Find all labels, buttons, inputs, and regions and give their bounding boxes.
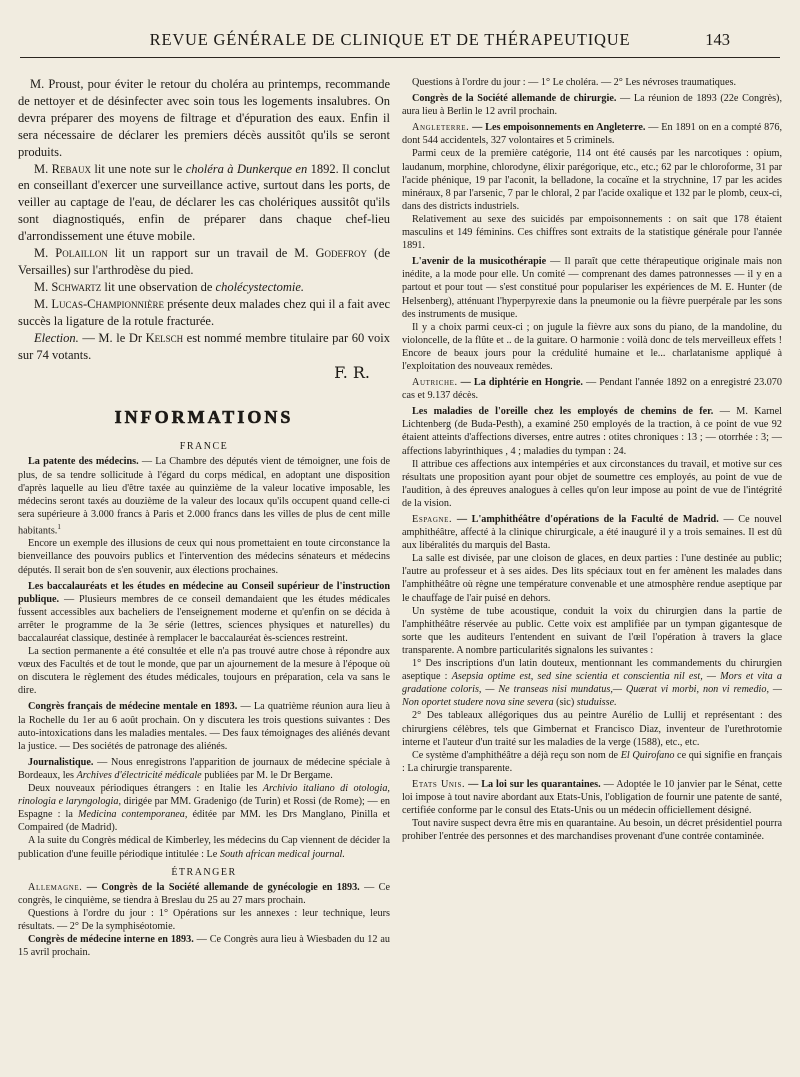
news-encore: Encore un exemple des illusions de ceux qui nous promettaient en toute circonstance la bienveillance des pouvoirs publics et l'intervention des médecins sénateurs et médecins députés. Il serait bon de s'en souvenir, aux élections prochaines. [18,538,390,576]
news-oreille: Les maladies de l'oreille chez les employés de chemins de fer. — M. Karnel Lichtenberg (de Buda-Pesth), a examiné 250 employés de la traction, à ce point de vue 92 étaient atteints d'affections diverses, entre autres : otites chroniques : 13 ; — otorrhée : 3; — affections labyrinthiques , 4 ; maladies du tympan : 24. [402,406,782,457]
country-label: Autriche. [412,377,458,389]
footnote-mark: 1 [57,522,61,531]
news-headline: — La diphtérie en Hongrie. [457,377,583,389]
news-tableaux: 2° Des tableaux allégoriques dus au peintre Aurélio de Lullij et représentant : des chirurgiens célèbres, tels que Gimbernat et Francisco Diaz, inventeur de l'urethrotomie interne et l'auteur d'un traité sur les maladies de la verge (1588), etc., etc. [402,710,782,748]
news-headline: — La loi sur les quarantaines. [465,778,601,790]
news-questions-interne: Questions à l'ordre du jour : — 1° Le choléra. — 2° Les névroses traumatiques. [412,77,737,88]
news-headline: Congrès de la Société allemande de chirurgie. [412,93,617,105]
country-label: Angleterre. [412,122,470,134]
page-number: 143 [705,30,730,49]
author-name: Schwartz [51,279,102,294]
news-headline: Journalistique. [28,756,94,768]
news-periodiques: Deux nouveaux périodiques étrangers : en Italie les Archivio italiano di otologia, rinologia e laryngologia, dirigée par MM. Gradenigo (de Turin) et Rossi (de Rome); — en Espagne : la Medicina contemporanea, éditée par MM. les Drs Manglano, Pinilla et Compaired (de Madrid). [18,783,390,834]
paragraph-polaillon: M. Polaillon lit un rapport sur un travail de M. Godefroy (de Versailles) sur l'arthrodèse du pied. [18,246,390,277]
news-inscriptions: 1° Des inscriptions d'un latin douteux, mentionnant les commandements du chirurgien aseptique : Asepsia optime est, sed sine scientia et conscientia nil est, — Mors et vita a gradatione coloris, — Ne transeas nisi mundatus,— Quærat vi morbi, non vi remedio, — Non oportet studere nova sine severa (sic) studuisse. [402,658,782,709]
news-parmi: Parmi ceux de la première catégorie, 114 ont été causés par les narcotiques : opium, laudanum, morphine, chlorodyne, élixir parégorique, etc., etc.; 62 par le chloroforme, 31 par l'acide phénique, 19 par l'aconit, la belladone, la cocaïne et la strychnine, 17 par les acides minéraux, 8 par l'arsenic, 7 par le chloral, 2 par l'acide oxalique et 132 par le plomb, ceux-ci, dans des districts industriels. [402,148,782,212]
signature: F. R. [334,363,370,383]
news-headline: Les maladies de l'oreille chez les employés de chemins de fer. [412,406,714,418]
news-kimberley: A la suite du Congrès médical de Kimberley, les médecins du Cap viennent de décider la publication d'une feuille périodique intitulée : Le South african medical journal. [18,835,390,860]
news-angleterre: Angleterre. — Les empoisonnements en Angleterre. — En 1891 on en a compté 876, dont 544 accidentels, 327 volontaires et 5 criminels. [402,122,782,147]
news-espagne: Espagne. — L'amphithéâtre d'opérations de la Faculté de Madrid. — Ce nouvel amphithéâtre, affecté à la clinique chirurgicale, a été inauguré il y a trois semaines. Il est dû aux libéralités du marquis del Basta. [402,514,783,552]
work-title: cholécystectomie. [215,279,305,294]
header-rule [20,57,780,58]
news-chirurgie: Congrès de la Société allemande de chirurgie. — La réunion de 1893 (22e Congrès), aura lieu à Berlin le 12 avril prochain. [402,93,782,118]
author-name: Kelsch [145,330,184,345]
news-relativement: Relativement au sexe des suicidés par empoisonnements : on sait que 178 étaient masculins et 149 féminins. Ces chiffres sont extraits de la statistique générale pour l'année 1891. [402,213,782,252]
news-headline: La patente des médecins. [28,456,139,468]
news-ilya: Il y a choix parmi ceux-ci ; on jugule la fièvre aux sons du piano, de la mandoline, du violoncelle, de la flûte et .. de la guitare. O harmonie : voilà donc de tels merveilleux effets ! Encore de beaux jours pour la crédulité humaine et le... charlatanisme appliqué à l'exploitation des nouveaux remèdes. [402,321,782,372]
news-headline: Congrès français de médecine mentale en 1893. [28,701,238,713]
work-title: choléra à Dunkerque en [185,161,308,176]
news-headline: Congrès de médecine interne en 1893. [28,933,194,945]
news-navire: Tout navire suspect devra être mis en quarantaine. Au besoin, un décret présidentiel pourra prohiber l'entrée des personnes et des marchandises provenant d'une contrée contaminée. [402,818,782,843]
author-name: Polaillon [55,246,108,261]
country-label: Espagne. [412,514,453,525]
news-section: La section permanente a été consultée et elle n'a pas trouvé autre chose à répondre aux vœux des Facultés et de tout le monde, que par un ajournement de la mesure à l'époque où on discutera le règlement des études médicales, toujours en préparation, cela va sans le dire. [18,646,390,697]
news-allemagne-gynecologie: Allemagne. — Congrès de la Société allemande de gynécologie en 1893. — Ce congrès, le cinquième, se tiendra à Breslau du 25 au 27 mars prochain. [18,881,390,906]
news-medecine-interne: Congrès de médecine interne en 1893. — Ce Congrès aura lieu à Wiesbaden du 12 au 15 avril prochain. [18,933,390,959]
left-column [18,76,390,959]
author-name: Rebaux [51,161,91,176]
country-label: Allemagne. [28,881,83,893]
paragraph-rebaux: M. Rebaux lit une note sur le choléra à Dunkerque en 1892. Il conclut en conseillant d'exercer une surveillance active, surtout dans les ports, de veiller au captage de l'eau, de déclarer les cas cholériques aussitôt qu'ils sont diagnostiqués, enfin de préparer dans chaque chef-lieu d'arrondissement une étuve mobile. [18,161,390,244]
informations-left [18,441,390,959]
author-name: Godefroy [315,246,368,261]
paragraph-proust: M. Proust, pour éviter le retour du choléra au printemps, recommande de nettoyer et de désinfecter avec soin tous les logements insalubres. On devra préparer des moyens de filtrage et d'épuration des eaux. Enfin il sera nécessaire de déclarer les premiers décès aussitôt qu'ils se seront produits. [18,77,390,159]
right-column [402,76,782,843]
news-autriche: Autriche. — La diphtérie en Hongrie. — Pendant l'année 1892 on a enregistré 23.070 cas et 9.137 décès. [402,377,782,402]
author-name: Lucas-Championnière [51,296,165,311]
running-title: REVUE GÉNÉRALE DE CLINIQUE ET DE THÉRAPEUTIQUE [149,30,631,49]
news-headline: L'avenir de la musicothérapie [412,256,547,268]
paragraph-lucas-championniere: M. Lucas-Championnière présente deux malades chez qui il a fait avec succès la ligature de la rotule fracturée. [18,296,390,328]
election-label: Election. [34,330,79,345]
paragraph-election: Election. — M. le Dr Kelsch est nommé membre titulaire par 60 voix sur 74 votants. [18,330,390,362]
news-headline: Les baccalauréats et les études en médecine au Conseil supérieur de l'instruction publique. [18,580,390,605]
section-head-france: FRANCE [179,441,229,453]
news-patente: La patente des médecins. — La Chambre des députés vient de témoigner, une fois de plus, de sa tendre sollicitude à l'égard du corps médical, en adoptant une disposition d'après laquelle au lieu d'être taxée au quinzième de la valeur locative imposable, les médecins seront taxés au douzième de la valeur des locaux qu'ils occupent quand celle-ci sera supérieure à 3.000 francs à Paris et 2.000 francs dans les villes de plus de cent mille habitants.$^1$ [18,456,390,537]
news-questions-gynecologie: Questions à l'ordre du jour : 1° Opérations sur les annexes : leur technique, leurs résultats. — 2° De la symphiséotomie. [18,907,390,932]
news-etats-unis: Etats Unis. — La loi sur les quarantaines. — Adoptée le 10 janvier par le Sénat, cette loi impose à tout navire abordant aux Etats-Unis, l'obligation de fournir une patente de santé, certifiée conforme par le consul des Etats-Unis ou un médecin officiellement désigné. [402,778,782,817]
country-label: Etats Unis. [412,778,466,790]
news-attribue: Il attribue ces affections aux intempéries et aux circonstances du travail, et motive sur ces résultats une proposition ayant pour objet de soumettre ces employés, au point de vue de l'audition, à des épreuves analogues à celles qu'on leur impose au point de vue de l'intégrité de la vision. [402,458,782,509]
news-systeme: Ce système d'amphithéâtre a déjà reçu son nom de El Quirofano ce qui signifie en français : La chirurgie transparente. [402,749,782,774]
news-baccalaureats: Les baccalauréats et les études en médecine au Conseil supérieur de l'instruction publique. — Plusieurs membres de ce conseil demandaient que les études médicales fussent accessibles aux bacheliers de l'enseignement moderne et qu'enfin on se décida à arrêter le programme de la 3e série (lettres, sciences physiques et naturelles) du baccalauréat classique, destinée à remplacer le baccalauréat ès-sciences restreint. [18,580,390,645]
signature-row [18,363,390,382]
proces-verbal [18,76,390,382]
news-headline: — Congrès de la Société allemande de gynécologie en 1893. [82,881,360,893]
paragraph-schwartz: M. Schwartz lit une observation de cholécystectomie. [34,279,305,294]
section-head-etranger: ÉTRANGER [171,866,237,878]
news-journalistique: Journalistique. — Nous enregistrons l'apparition de journaux de médecine spéciale à Bordeaux, les Archives d'électricité médicale publiées par M. le Dr Bergame. [18,756,390,781]
news-headline: — L'amphithéâtre d'opérations de la Faculté de Madrid. [452,514,719,525]
news-headline: — Les empoisonnements en Angleterre. [469,122,646,134]
news-salle: La salle est divisée, par une cloison de glaces, en deux parties : l'une destinée au public; l'autre au professeur et à ses aides. Des lits spéciaux tout en fer amènent les malades dans l'amphithéâtre où règne une température convenable et une atmosphère rendue aseptique par le chauffage de l'air puisé en dehors. [402,553,782,604]
news-tube: Un système de tube acoustique, conduit la voix du chirurgien dans la partie de l'amphithéâtre réservée au public. Cette voix est amplifiée par un tympan gigantesque de sorte que les auditeurs l'entendent en suivant de l'œil l'opération à travers la glace transparente. A nombre particularités signalons les suivantes : [402,605,782,656]
running-head [0,30,800,50]
informations-title: INFORMATIONS [114,407,294,428]
news-musicotherapie: L'avenir de la musicothérapie — Il paraît que cette thérapeutique originale mais non inédite, a la mode pour elle. Un comité — comprenant des dames patronnesses — il y en a partout et pour tout — s'est constitué pour populariser les expériences de M. E. Hunter (de Helsenberg), atténuant l'hyperpyrexie dans la pneumonie ou la fièvre puerpérale par les sons des instruments de musique. [402,256,782,320]
news-congres-medecine-mentale: Congrès français de médecine mentale en 1893. — La quatrième réunion aura lieu à la Rochelle du 1er au 6 août prochain. On y discutera les trois questions suivantes : Des auto-intoxications dans les maladies mentales. — Des faux témoignages des aliénés devant la justice. — Des sociétés de patronage des aliénés. [18,701,390,752]
